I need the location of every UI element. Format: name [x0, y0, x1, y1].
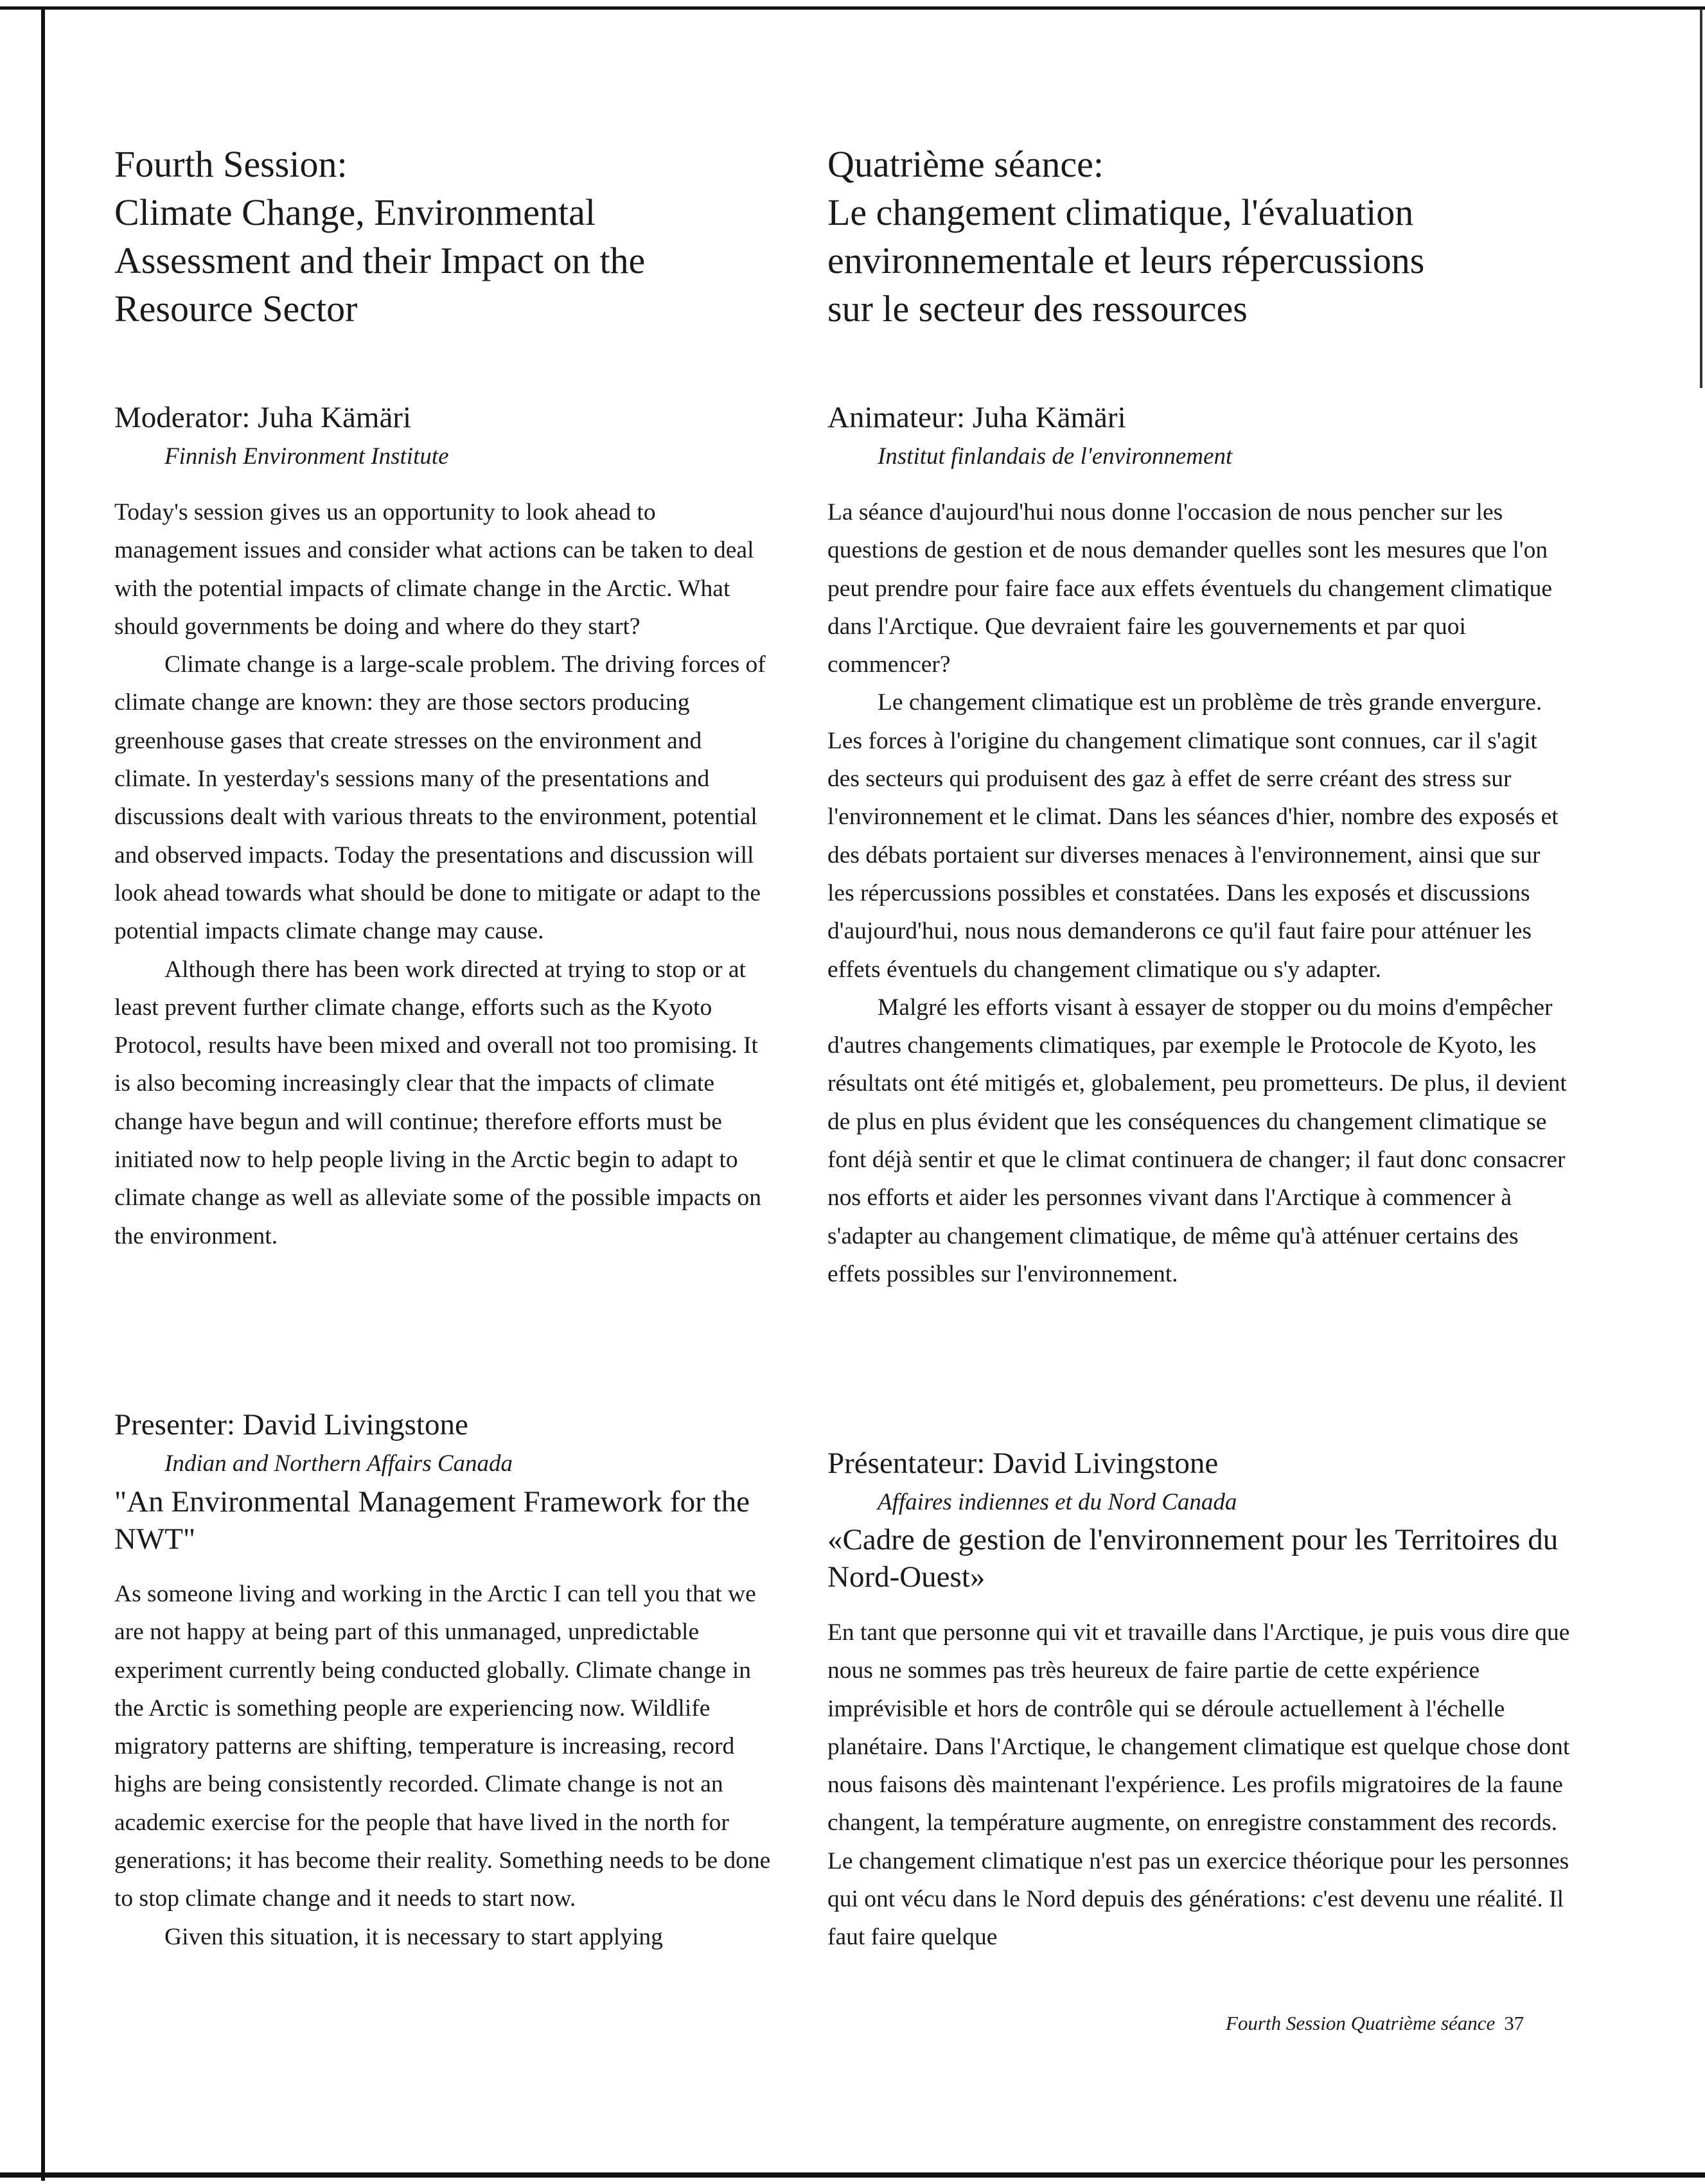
paragraph: Le changement climatique est un problème de très grande envergure. Les forces à l'origine du changement climatique sont connues, car il s'agit des secteurs qui produisent des gaz à effet de serre créant des stress sur l'environnement et le climat. Dans les séances d'hier, nombre des exposés et des débats portaient sur diverses menaces à l'environnement, ainsi que sur les répercussions possibles et constatées. Dans les exposés et discussions d'aujourd'hui, nous nous demanderons ce qu'il faut faire pour atténuer les effets éventuels du changement climatique ou s'y adapter. — [827, 689, 1559, 983]
paragraph: Climate change is a large-scale problem. The driving forces of climate change are known: they are those sectors producing greenhouse gases that create stresses on the environment and climate. In yesterday's sessions many of the presentations and discussions dealt with various threats to the environment, potential and observed impacts. Today the presentations and discussion will look ahead towards what should be done to mitigate or adapt to the potential impacts climate change may cause. — [114, 651, 766, 945]
paragraph: Given this situation, it is necessary to start applying — [164, 1923, 663, 1950]
paragraph: Today's session gives us an opportunity to look ahead to management issues and consider what actions can be taken to deal with the potential impacts of climate change in the Arctic. What should governments be doing and where do they start? — [114, 499, 754, 640]
paragraph: La séance d'aujourd'hui nous donne l'occasion de nous pencher sur les questions de gestion et de nous demander quelles sont les mesures que l'on peut prendre pour faire face aux effets éventuels du changement climatique dans l'Arctique. Que devraient faire les gouvernements et par quoi commencer? — [827, 499, 1552, 678]
session-title-line: environnementale et leurs répercussions — [827, 240, 1425, 281]
talk-title: "An Environmental Management Framework for the NWT" — [114, 1485, 750, 1556]
session-title-fr — [827, 140, 1424, 333]
talk-title: «Cadre de gestion de l'environnement pour les Territoires du Nord-Ouest» — [827, 1523, 1559, 1594]
presenter-affiliation: Indian and Northern Affairs Canada — [164, 1450, 513, 1477]
presenter-heading: Présentateur: David Livingstone — [827, 1447, 1219, 1480]
moderator-affiliation: Finnish Environment Institute — [164, 443, 449, 470]
presenter-heading: Presenter: David Livingstone — [114, 1408, 468, 1441]
page-border-bottom — [0, 2172, 1705, 2178]
presenter-affiliation: Affaires indiennes et du Nord Canada — [878, 1489, 1237, 1515]
talk-text — [827, 1614, 1573, 1957]
paragraph: As someone living and working in the Arctic I can tell you that we are not happy at being part of this unmanaged, unpredictable experiment currently being conducted globally. Climate change in the Arctic is something people are experiencing now. Wildlife migratory patterns are shifting, temperature is increasing, record highs are being consistently recorded. Climate change is not an academic exercise for the people that have lived in the north for generations; it has become their reality. Something needs to be done to stop climate change and it needs to start now. — [114, 1581, 771, 1912]
paragraph: Although there has been work directed at trying to stop or at least prevent further climate change, efforts such as the Kyoto Protocol, results have been mixed and overall not too promising. It is also becoming increasingly clear that the impacts of climate change have begun and will continue; therefore efforts must be initiated now to help people living in the Arctic begin to adapt to climate change as well as alleviate some of the possible impacts on the environment. — [114, 956, 761, 1249]
page-number: 37 — [1504, 2012, 1524, 2034]
moderator-affiliation: Institut finlandais de l'environnement — [878, 443, 1233, 470]
session-title-en — [114, 140, 645, 333]
moderator-heading: Animateur: Juha Kämäri — [827, 401, 1126, 434]
page-border-left — [41, 6, 45, 2181]
talk-text — [114, 1575, 776, 1956]
session-title-line: Quatrième séance: — [827, 143, 1104, 185]
page-footer — [1226, 2012, 1524, 2035]
intro-text — [114, 493, 776, 1255]
session-title-line: Fourth Session: — [114, 143, 348, 185]
session-title-line: sur le secteur des ressources — [827, 288, 1248, 330]
paragraph: Malgré les efforts visant à essayer de stopper ou du moins d'empêcher d'autres changements climatiques, par exemple le Protocole de Kyoto, les résultats ont été mitigés et, globalement, peu prometteurs. De plus, il devient de plus en plus évident que les conséquences du changement climatique se font déjà sentir et que le climat continuera de changer; il faut donc consacrer nos efforts et aider les personnes vivant dans l'Arctique à commencer à s'adapter au changement climatique, de même qu'à atténuer certains des effets possibles sur l'environnement. — [827, 994, 1567, 1287]
page-border-right — [1700, 9, 1702, 388]
session-title-line: Resource Sector — [114, 288, 358, 330]
running-head: Fourth Session Quatrième séance — [1226, 2012, 1496, 2034]
intro-text — [827, 493, 1573, 1293]
paragraph: En tant que personne qui vit et travaille dans l'Arctique, je puis vous dire que nous ne sommes pas très heureux de faire partie de cette expérience imprévisible et hors de contrôle qui se déroule actuellement à l'échelle planétaire. Dans l'Arctique, le changement climatique est quelque chose dont nous faisons dès maintenant l'expérience. Les profils migratoires de la faune changent, la température augmente, on enregistre constamment des records. Le changement climatique n'est pas un exercice théorique pour les personnes qui ont vécu dans le Nord depuis des générations: c'est devenu une réalité. Il faut faire quelque — [827, 1619, 1570, 1951]
moderator-heading: Moderator: Juha Kämäri — [114, 401, 412, 434]
session-title-line: Assessment and their Impact on the — [114, 240, 646, 281]
page-border-top — [0, 6, 1705, 10]
session-title-line: Climate Change, Environmental — [114, 191, 596, 233]
session-title-line: Le changement climatique, l'évaluation — [827, 191, 1414, 233]
